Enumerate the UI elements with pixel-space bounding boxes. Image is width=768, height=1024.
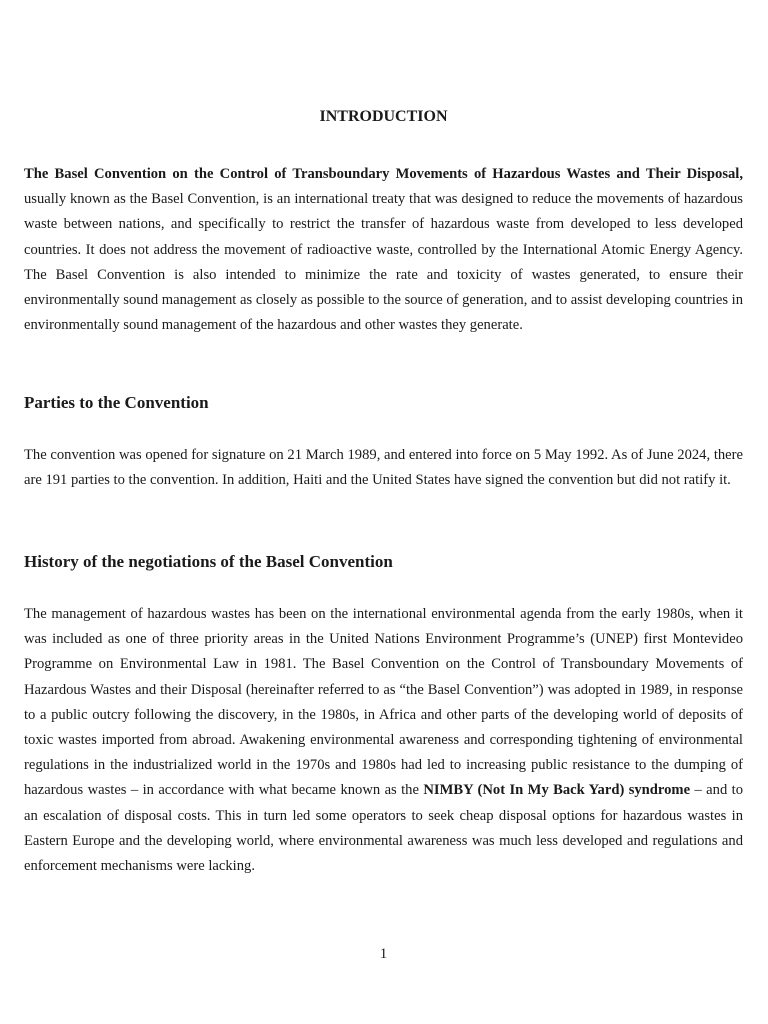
history-text-before: The management of hazardous wastes has been on the international environmental agenda from the early 1980s, when it was included as one of three priority areas in the United Nations Environment Programme’s (UNEP) first Montevideo Programme on Environmental Law in 1981. The Basel Convention on the Control of Transboundary Movements of Hazardous Wastes and their Disposal (hereinafter referred to as “the Basel Convention”) was adopted in 1989, in response to a public outcry following the discovery, in the 1980s, in Africa and other parts of the developing world of deposits of toxic wastes imported from abroad. Awakening environmental awareness and corresponding tightening of environmental regulations in the industrialized world in the 1970s and 1980s had led to increasing public resistance to the dumping of hazardous wastes – in accordance with what became known as the (24, 606, 743, 799)
intro-paragraph (24, 162, 743, 338)
nimby-term: NIMBY (Not In My Back Yard) syndrome (423, 782, 691, 799)
section-heading-history: History of the negotiations of the Basel Convention (24, 552, 393, 571)
history-paragraph (24, 602, 743, 879)
intro-bold-lead: The Basel Convention on the Control of Transboundary Movements of Hazardous Wastes and Their Disposal, (24, 166, 743, 182)
page-number: 1 (379, 946, 388, 962)
intro-text: usually known as the Basel Convention, is an international treaty that was designed to reduce the movements of hazardous waste between nations, and specifically to restrict the transfer of hazardous waste from developed to less developed countries. It does not address the movement of radioactive waste, controlled by the International Atomic Energy Agency. The Basel Convention is also intended to minimize the rate and toxicity of wastes generated, to ensure their environmentally sound management as closely as possible to the source of generation, and to assist developing countries in environmentally sound management of the hazardous and other wastes they generate. (24, 191, 743, 334)
section-heading-parties: Parties to the Convention (24, 393, 209, 412)
history-text-after: – and to an escalation of disposal costs. This in turn led some operators to seek cheap disposal options for hazardous wastes in Eastern Europe and the developing world, where environmental awareness was much less developed and regulations and enforcement mechanisms were lacking. (24, 782, 743, 875)
parties-paragraph: The convention was opened for signature on 21 March 1989, and entered into force on 5 May 1992. As of June 2024, there are 191 parties to the convention. In addition, Haiti and the United States have signed the convention but did not ratify it. (24, 447, 743, 489)
page-title: INTRODUCTION (319, 108, 448, 125)
